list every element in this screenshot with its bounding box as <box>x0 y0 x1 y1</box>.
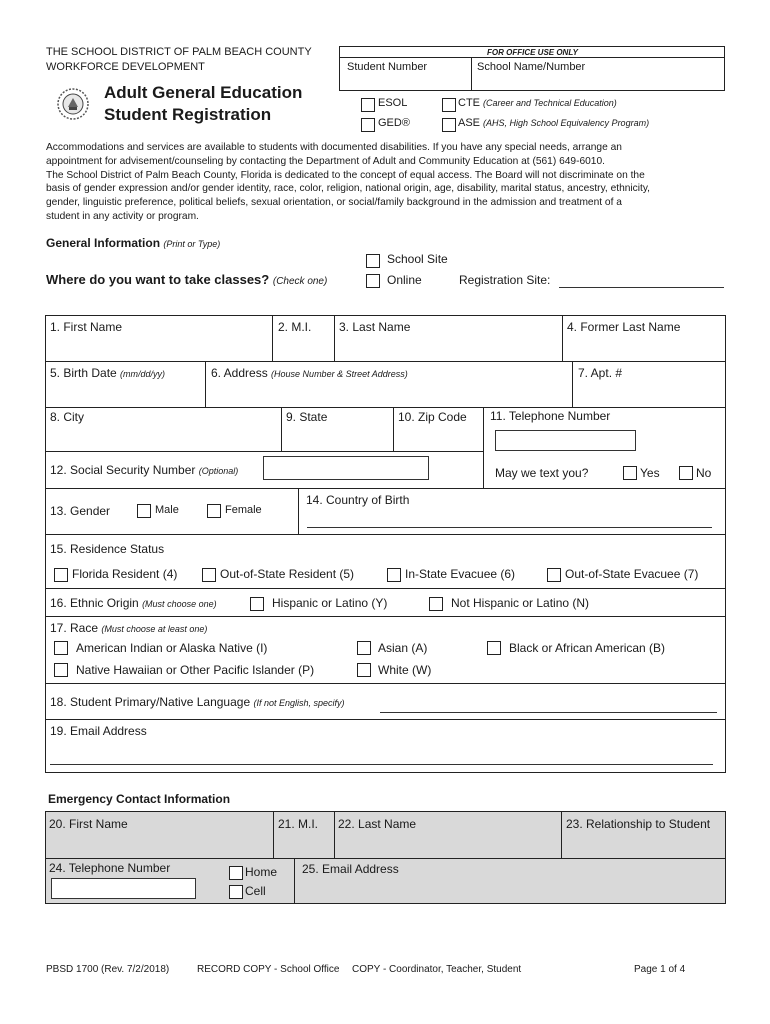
res-oos-label: Out-of-State Resident (5) <box>220 567 355 581</box>
text-no-label: No <box>696 466 712 480</box>
school-site-checkbox[interactable] <box>366 252 380 270</box>
emergency-heading: Emergency Contact Information <box>48 792 231 806</box>
ec-relationship-field[interactable]: 23. Relationship to Student <box>566 817 711 831</box>
telephone-label: 11. Telephone Number <box>490 409 611 423</box>
res-florida-label: Florida Resident (4) <box>72 567 178 581</box>
telephone-input[interactable] <box>495 430 636 451</box>
not-hispanic-label: Not Hispanic or Latino (N) <box>451 596 590 610</box>
country-birth-label: 14. Country of Birth <box>306 493 410 507</box>
ethnic-label: 16. Ethnic Origin (Must choose one) <box>50 596 217 610</box>
text-yes-checkbox[interactable] <box>623 464 637 482</box>
ec-last-name-field[interactable]: 22. Last Name <box>338 817 417 831</box>
race-white-label: White (W) <box>378 663 432 677</box>
district-name: THE SCHOOL DISTRICT OF PALM BEACH COUNTY <box>46 46 312 58</box>
ssn-label: 12. Social Security Number (Optional) <box>50 463 239 477</box>
student-number-label: Student Number <box>347 61 428 73</box>
former-last-name-field[interactable]: 4. Former Last Name <box>567 320 681 334</box>
race-asian-checkbox[interactable] <box>357 639 371 657</box>
res-oos-checkbox[interactable] <box>202 566 216 584</box>
female-label: Female <box>225 504 262 516</box>
res-florida-checkbox[interactable] <box>54 566 68 584</box>
cte-description: (Career and Technical Education) <box>483 98 617 108</box>
where-classes-question: Where do you want to take classes? (Check one) <box>46 272 328 287</box>
apt-field[interactable]: 7. Apt. # <box>578 366 623 380</box>
form-title-line1: Adult General Education <box>104 83 303 102</box>
male-label: Male <box>155 504 179 516</box>
race-ai-checkbox[interactable] <box>54 639 68 657</box>
school-site-label: School Site <box>387 252 448 266</box>
page-number: Page 1 of 4 <box>634 964 686 975</box>
district-seal-logo <box>55 86 91 122</box>
ec-telephone-label: 24. Telephone Number <box>49 861 171 875</box>
race-asian-label: Asian (A) <box>378 641 428 655</box>
general-info-heading: General Information (Print or Type) <box>46 236 221 250</box>
ec-cell-checkbox[interactable] <box>229 883 243 901</box>
registration-site-label: Registration Site: <box>459 273 551 287</box>
res-instate-evac-checkbox[interactable] <box>387 566 401 584</box>
ec-telephone-input[interactable] <box>51 878 196 899</box>
res-oos-evac-checkbox[interactable] <box>547 566 561 584</box>
country-birth-input[interactable] <box>307 527 712 528</box>
address-field[interactable]: 6. Address (House Number & Street Address) <box>211 366 408 380</box>
language-input[interactable] <box>380 712 717 713</box>
copy-note: COPY - Coordinator, Teacher, Student <box>352 964 522 975</box>
race-ai-label: American Indian or Alaska Native (I) <box>76 641 268 655</box>
not-hispanic-checkbox[interactable] <box>429 595 443 613</box>
res-oos-evac-label: Out-of-State Evacuee (7) <box>565 567 699 581</box>
ec-home-label: Home <box>245 865 278 879</box>
gender-label: 13. Gender <box>50 504 111 518</box>
race-nh-checkbox[interactable] <box>54 661 68 679</box>
ase-description: (AHS, High School Equivalency Program) <box>483 118 650 128</box>
zip-field[interactable]: 10. Zip Code <box>398 410 467 424</box>
ged-checkbox[interactable] <box>361 116 375 134</box>
ec-first-name-field[interactable]: 20. First Name <box>49 817 128 831</box>
birth-date-field[interactable]: 5. Birth Date (mm/dd/yy) <box>50 366 166 380</box>
race-black-label: Black or African American (B) <box>509 641 666 655</box>
last-name-field[interactable]: 3. Last Name <box>339 320 411 334</box>
res-instate-evac-label: In-State Evacuee (6) <box>405 567 516 581</box>
record-copy-note: RECORD COPY - School Office <box>197 964 340 975</box>
state-field[interactable]: 9. State <box>286 410 328 424</box>
language-label: 18. Student Primary/Native Language (If not English, specify) <box>50 695 345 709</box>
ged-label: GED® <box>378 117 410 129</box>
registration-site-input[interactable] <box>559 287 724 288</box>
department-name: WORKFORCE DEVELOPMENT <box>46 61 205 73</box>
ase-label: ASE <box>458 117 481 129</box>
first-name-field[interactable]: 1. First Name <box>50 320 123 334</box>
ec-home-checkbox[interactable] <box>229 864 243 882</box>
online-label: Online <box>387 273 422 287</box>
cte-checkbox[interactable] <box>442 96 456 114</box>
male-checkbox[interactable] <box>137 502 151 520</box>
race-label: 17. Race (Must choose at least one) <box>50 621 208 635</box>
form-id: PBSD 1700 (Rev. 7/2/2018) <box>46 964 170 975</box>
ssn-input[interactable] <box>263 456 429 480</box>
school-name-number-label: School Name/Number <box>477 61 586 73</box>
hispanic-checkbox[interactable] <box>250 595 264 613</box>
ec-email-field[interactable]: 25. Email Address <box>302 862 399 876</box>
cte-label: CTE <box>458 97 480 109</box>
residence-label: 15. Residence Status <box>50 542 165 556</box>
mi-field[interactable]: 2. M.I. <box>278 320 312 334</box>
email-input[interactable] <box>50 764 713 765</box>
office-use-heading: FOR OFFICE USE ONLY <box>487 48 578 57</box>
city-field[interactable]: 8. City <box>50 410 85 424</box>
text-no-checkbox[interactable] <box>679 464 693 482</box>
email-label: 19. Email Address <box>50 724 147 738</box>
race-white-checkbox[interactable] <box>357 661 371 679</box>
online-checkbox[interactable] <box>366 272 380 290</box>
ec-mi-field[interactable]: 21. M.I. <box>278 817 319 831</box>
esol-label: ESOL <box>378 97 408 109</box>
ase-checkbox[interactable] <box>442 116 456 134</box>
female-checkbox[interactable] <box>207 502 221 520</box>
accommodation-notice: Accommodations and services are available to students with documented disabilities. If you have any special needs, arrange an appointment for advisement/counseling by contacting the Department of Adult and Community Education at (561) 649-6010. The School District of Palm Beach County, Florida is dedicated to the concept of equal access. The Board will not discriminate on the basis of gender expression and/or gender identity, race, color, religion, national origin, age, disability, marital status, ancestry, ethnicity, gender, linguistic preference, political beliefs, sexual orientation, or social/family background in the admission and treatment of a student in any activity or program. <box>46 142 651 222</box>
text-yes-label: Yes <box>640 466 660 480</box>
esol-checkbox[interactable] <box>361 96 375 114</box>
race-nh-label: Native Hawaiian or Other Pacific Islander (P) <box>76 663 315 677</box>
hispanic-label: Hispanic or Latino (Y) <box>272 596 388 610</box>
ec-cell-label: Cell <box>245 884 266 898</box>
form-title-line2: Student Registration <box>104 105 272 124</box>
may-text-label: May we text you? <box>495 466 589 480</box>
race-black-checkbox[interactable] <box>487 639 501 657</box>
